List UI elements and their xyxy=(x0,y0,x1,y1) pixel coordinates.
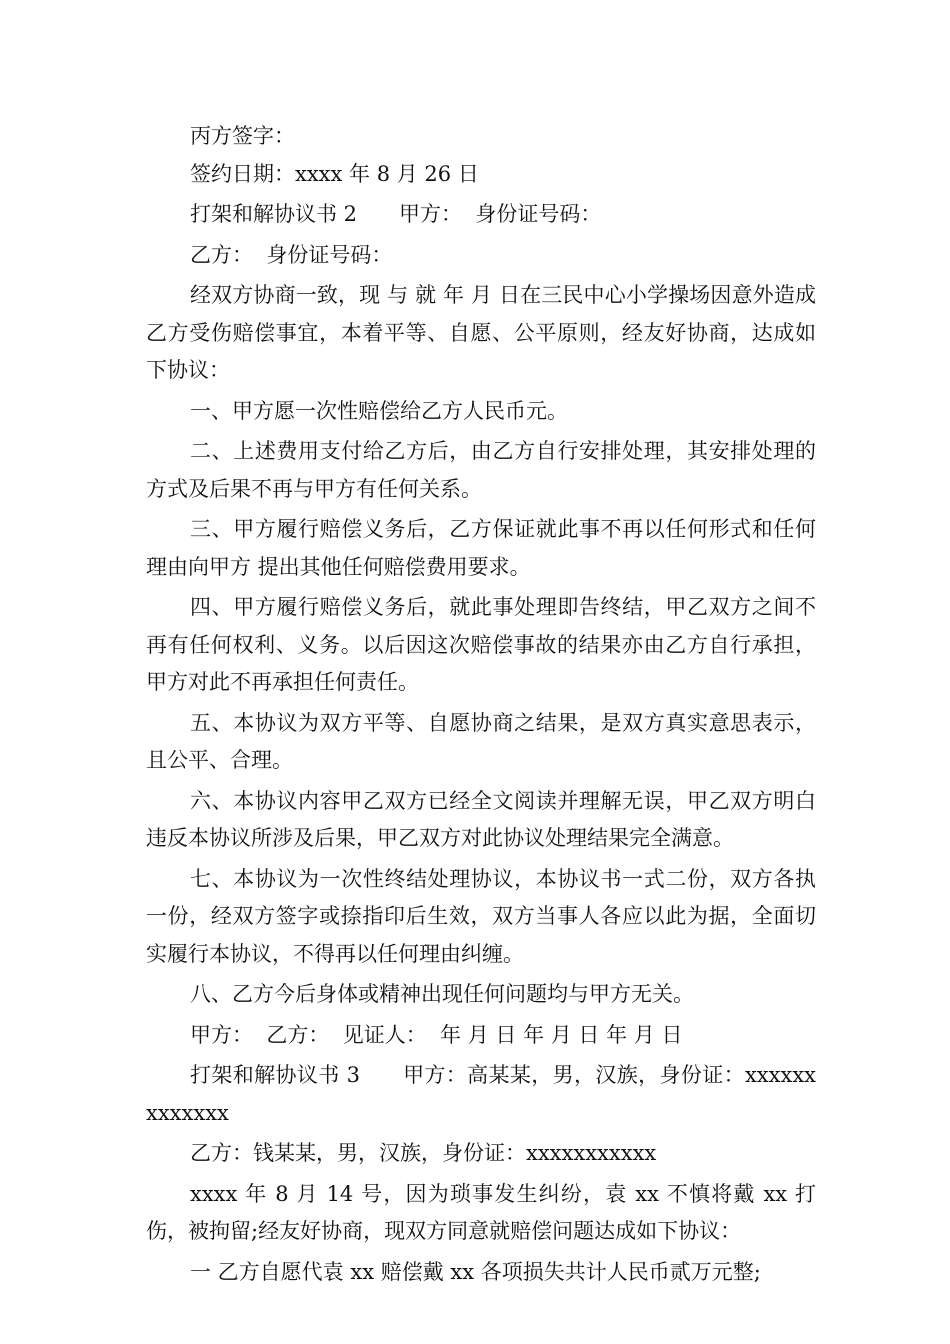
clause-4: 四、甲方履行赔偿义务后，就此事处理即告终结，甲乙双方之间不再有任何权利、义务。以后因这次赔偿事故的结果亦由乙方自行承担，甲方对此不再承担任何责任。 xyxy=(146,595,816,694)
clause-8: 八、乙方今后身体或精神出现任何问题均与甲方无关。 xyxy=(190,982,694,1006)
clause-6: 六、本协议内容甲乙双方已经全文阅读并理解无误，甲乙双方明白违反本协议所涉及后果，甲乙双方对此协议处理结果完全满意。 xyxy=(146,788,816,850)
clause-7: 七、本协议为一次性终结处理协议，本协议书一式二份，双方各执一份，经双方签字或捺指印后生效，双方当事人各应以此为据，全面切实履行本协议，不得再以任何理由纠缠。 xyxy=(146,866,816,966)
document-body xyxy=(146,118,816,1291)
clause-2: 二、上述费用支付给乙方后，由乙方自行安排处理，其安排处理的方式及后果不再与甲方有任何关系。 xyxy=(146,439,816,501)
party-b-id-line: 乙方： 身份证号码： xyxy=(190,242,393,267)
signing-date: 签约日期：xxxx 年 8 月 26 日 xyxy=(190,161,479,186)
party-b-info: 乙方：钱某某，男，汉族，身份证：xxxxxxxxxxx xyxy=(190,1141,657,1165)
clause-1: 一、甲方愿一次性赔偿给乙方人民币元。 xyxy=(190,398,568,423)
agreement-3-heading: 打架和解协议书 3 甲方：高某某，男，汉族，身份证：xxxxxxxxxxxxx xyxy=(146,1063,816,1125)
agreement-preamble: 经双方协商一致，现 与 就 年 月 日在三民中心小学操场因意外造成乙方受伤赔偿事宜，本着平等、自愿、公平原则，经友好协商，达成如下协议： xyxy=(146,283,816,382)
incident-description: xxxx 年 8 月 14 号，因为琐事发生纠纷，袁 xx 不慎将戴 xx 打伤，被拘留;经友好协商，现双方同意就赔偿问题达成如下协议： xyxy=(146,1181,816,1243)
agreement-3-clause-1: 一 乙方自愿代袁 xx 赔偿戴 xx 各项损失共计人民币贰万元整; xyxy=(190,1259,761,1284)
clause-5: 五、本协议为双方平等、自愿协商之结果，是双方真实意思表示，且公平、合理。 xyxy=(146,710,816,772)
agreement-2-heading: 打架和解协议书 2 甲方： 身份证号码： xyxy=(190,202,602,226)
signature-line-party-c: 丙方签字： xyxy=(190,124,295,148)
clause-3: 三、甲方履行赔偿义务后，乙方保证就此事不再以任何形式和任何理由向甲方 提出其他任何赔偿费用要求。 xyxy=(146,517,816,579)
signature-block: 甲方： 乙方： 见证人： 年 月 日 年 月 日 年 月 日 xyxy=(190,1022,683,1047)
